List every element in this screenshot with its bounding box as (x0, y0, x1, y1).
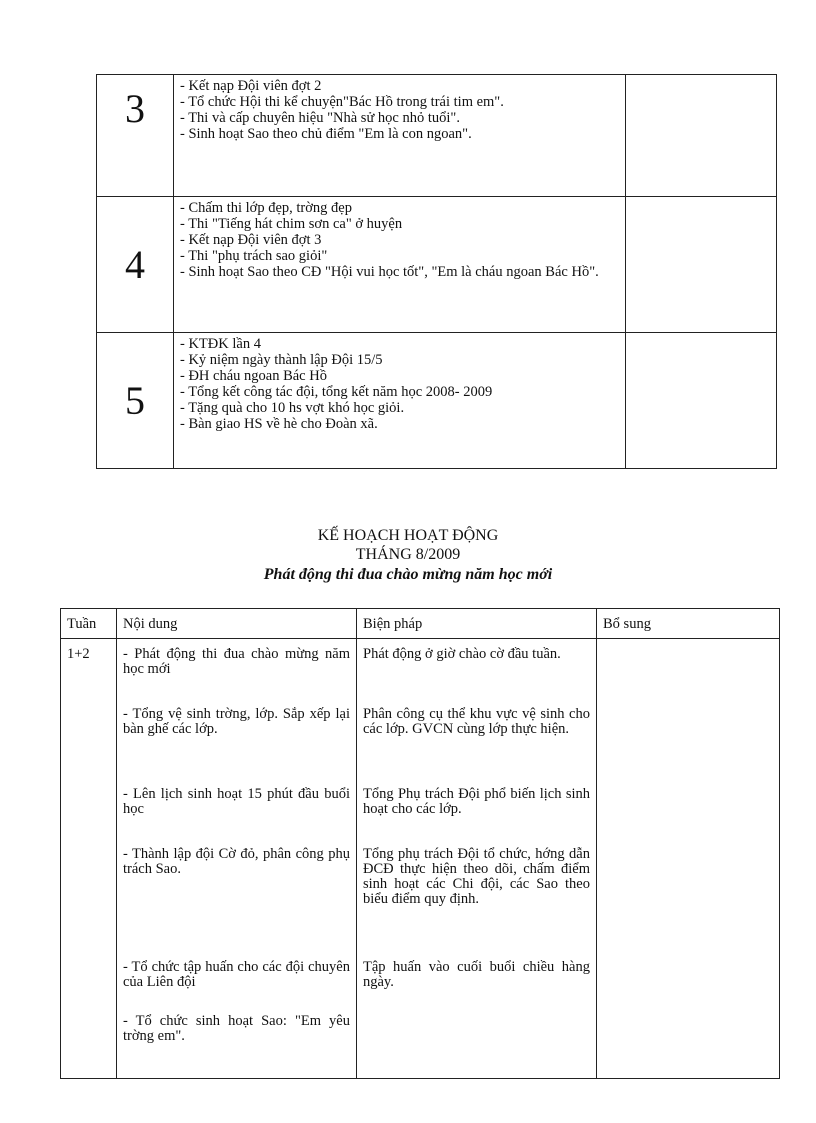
list-item: - Lên lịch sinh hoạt 15 phút đầu buổi học (123, 786, 350, 817)
list-item: - Bàn giao HS về hè cho Đoàn xã. (180, 416, 378, 432)
plan-subtitle: Phát động thi đua chào mừng năm học mới (263, 566, 553, 583)
row-extra (626, 333, 777, 469)
row-content (174, 333, 626, 469)
list-item: - Chấm thi lớp đẹp, trờng đẹp (180, 200, 352, 216)
table-header-row (61, 609, 780, 639)
header-notes: Bổ sung (597, 609, 780, 639)
row-content (174, 197, 626, 333)
list-item: - Tổng vệ sinh trờng, lớp. Sắp xếp lại bàn ghế các lớp. (123, 706, 350, 737)
list-item: - Kết nạp Đội viên đợt 3 (180, 232, 322, 248)
list-item: - Tặng quà cho 10 hs vợt khó học giỏi. (180, 400, 405, 416)
measures-cell (357, 639, 597, 1079)
list-item: Tổng phụ trách Đội tổ chức, hớng dẫn ĐCĐ thực hiện theo dõi, chấm điểm sinh hoạt các Chi đội, các Sao theo biểu điểm quy định. (363, 846, 590, 907)
list-item: - Thi và cấp chuyên hiệu "Nhà sử học nhỏ tuổi". (180, 110, 460, 126)
list-item: - Kỷ niệm ngày thành lập Đội 15/5 (180, 352, 383, 368)
list-item: Phân công cụ thể khu vực vệ sinh cho các lớp. GVCN cùng lớp thực hiện. (363, 706, 590, 737)
notes-cell (597, 639, 780, 1079)
table-row (97, 333, 777, 469)
list-item: - Tổ chức tập huấn cho các đội chuyên của Liên đội (123, 959, 350, 990)
monthly-plan-table (96, 74, 777, 469)
list-item: - Thi "Tiếng hát chim sơn ca" ở huyện (180, 216, 403, 232)
header-content: Nội dung (117, 609, 357, 639)
list-item: Tập huấn vào cuối buổi chiều hàng ngày. (363, 959, 590, 990)
plan-month: THÁNG 8/2009 (355, 546, 461, 563)
row-content (174, 75, 626, 197)
list-item: - Tổ chức sinh hoạt Sao: "Em yêu trờng em". (123, 1013, 350, 1044)
list-item: Tổng Phụ trách Đội phổ biến lịch sinh hoạt cho các lớp. (363, 786, 590, 817)
list-item: - Tổ chức Hội thi kể chuyện"Bác Hồ trong trái tim em". (180, 94, 504, 110)
list-item: - Kết nạp Đội viên đợt 2 (180, 78, 322, 94)
week-cell: 1+2 (61, 639, 117, 1079)
table-row (97, 197, 777, 333)
list-item: - Sinh hoạt Sao theo CĐ "Hội vui học tốt", "Em là cháu ngoan Bác Hồ". (180, 264, 599, 280)
list-item: - KTĐK lần 4 (180, 336, 261, 352)
table-row (97, 75, 777, 197)
header-week: Tuần (61, 609, 117, 639)
plan-title: KẾ HOẠCH HOẠT ĐỘNG (317, 527, 499, 544)
list-item: Phát động ở giờ chào cờ đầu tuần. (363, 646, 561, 662)
list-item: - ĐH cháu ngoan Bác Hồ (180, 368, 327, 384)
row-extra (626, 197, 777, 333)
content-cell (117, 639, 357, 1079)
list-item: - Thi "phụ trách sao giỏi" (180, 248, 328, 264)
row-extra (626, 75, 777, 197)
row-number: 5 (97, 333, 174, 469)
table-row (61, 639, 780, 1079)
row-number: 4 (97, 197, 174, 333)
activity-plan-table (60, 608, 780, 1079)
list-item: - Phát động thi đua chào mừng năm học mới (123, 646, 350, 677)
list-item: - Sinh hoạt Sao theo chủ điểm "Em là con ngoan". (180, 126, 472, 142)
header-measures: Biện pháp (357, 609, 597, 639)
list-item: - Tổng kết công tác đội, tổng kết năm học 2008- 2009 (180, 384, 493, 400)
list-item: - Thành lập đội Cờ đỏ, phân công phụ trách Sao. (123, 846, 350, 877)
row-number: 3 (97, 75, 174, 197)
